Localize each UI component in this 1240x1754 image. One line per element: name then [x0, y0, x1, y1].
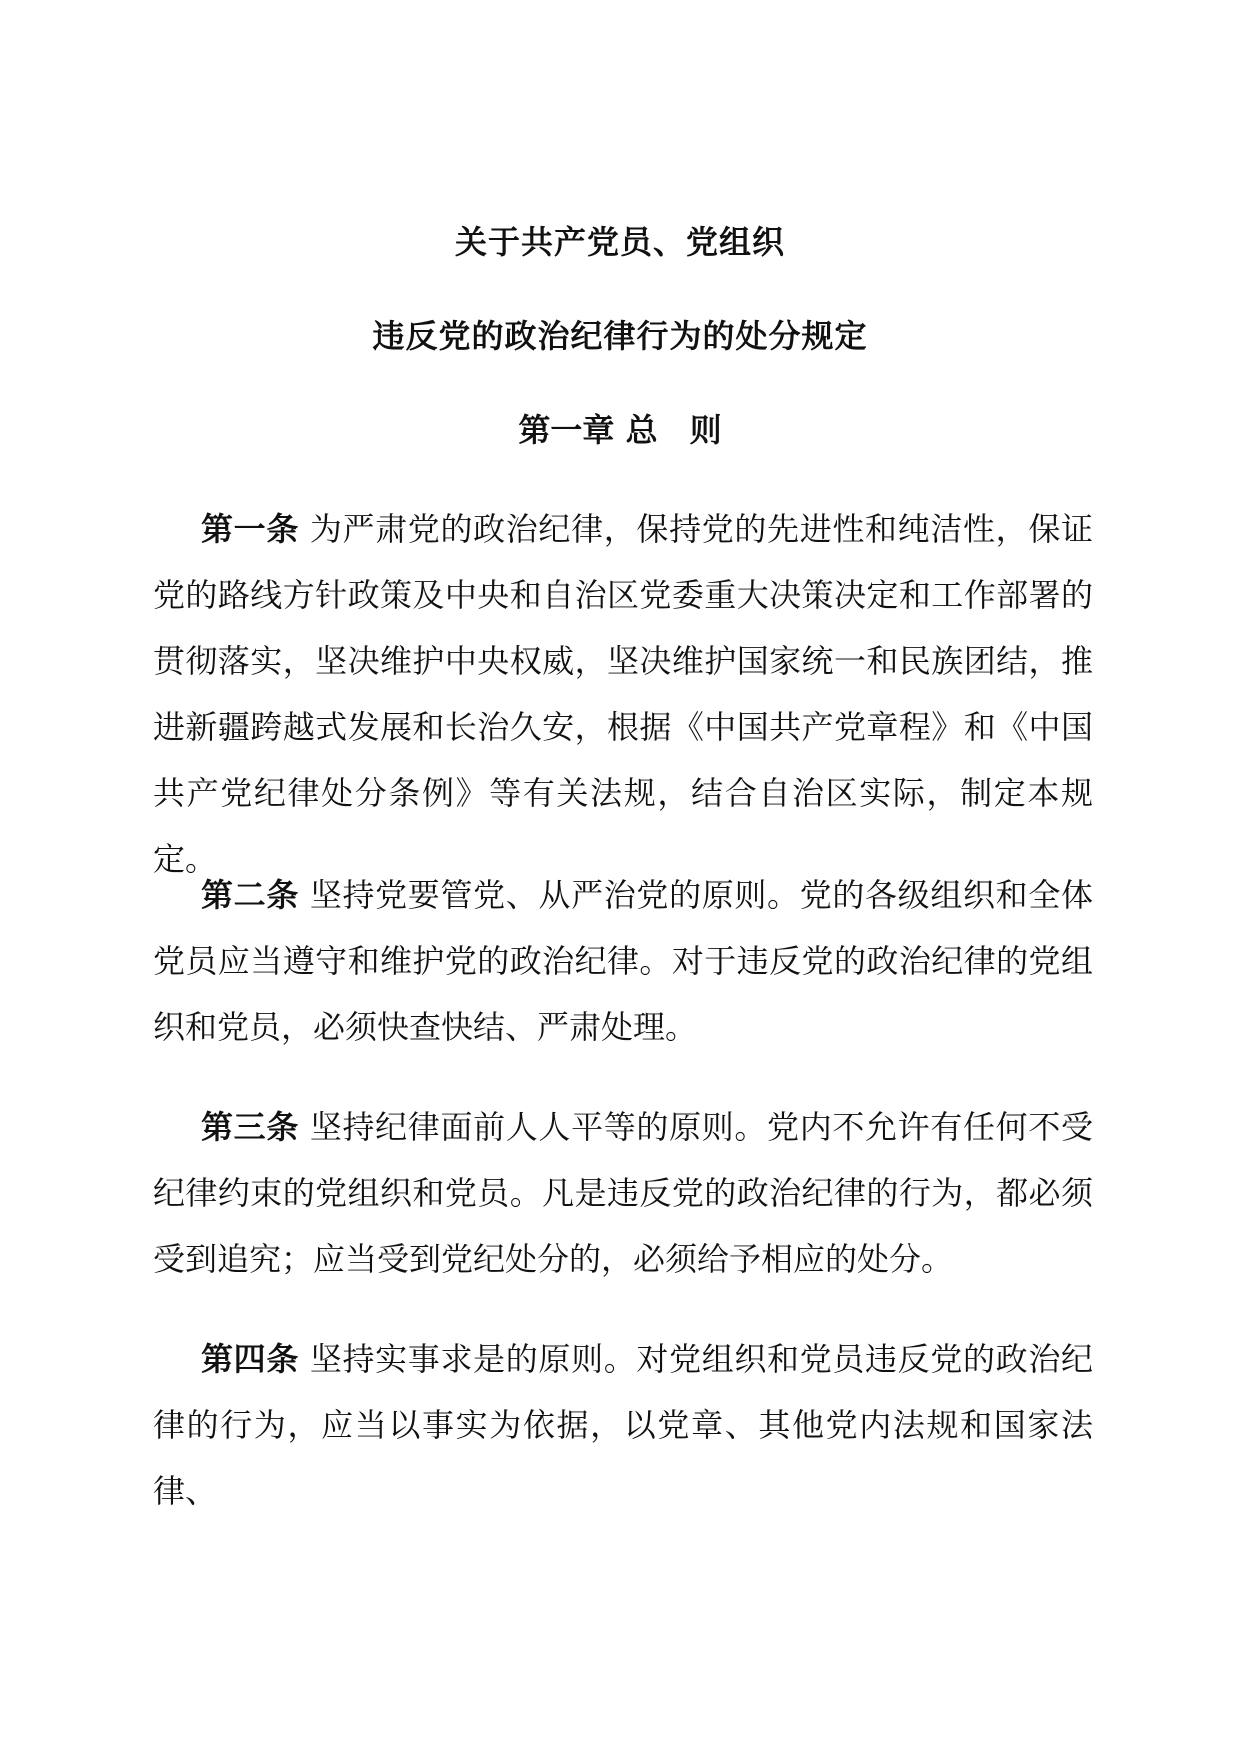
- article-2-label: 第二条: [201, 876, 299, 914]
- article-4-label: 第四条: [201, 1340, 299, 1378]
- article-2: [153, 862, 1093, 1060]
- article-1: [153, 496, 1093, 892]
- article-3-label: 第三条: [201, 1108, 299, 1146]
- article-3: [153, 1094, 1093, 1292]
- article-4: [153, 1326, 1093, 1524]
- article-2-text: 坚持党要管党、从严治党的原则。党的各级组织和全体党员应当遵守和维护党的政治纪律。对于违反党的政治纪律的党组织和党员，必须快查快结、严肃处理。: [153, 876, 1093, 1046]
- document-title-line-2: 违反党的政治纪律行为的处分规定: [372, 317, 868, 355]
- article-1-label: 第一条: [201, 510, 299, 548]
- chapter-heading: 第一章 总 则: [518, 411, 722, 449]
- article-1-text: 为严肃党的政治纪律，保持党的先进性和纯洁性，保证党的路线方针政策及中央和自治区党委重大决策决定和工作部署的贯彻落实，坚决维护中央权威，坚决维护国家统一和民族团结，推进新疆跨越式发展和长治久安，根据《中国共产党章程》和《中国共产党纪律处分条例》等有关法规，结合自治区实际，制定本规定。: [153, 510, 1093, 878]
- document-title-line-1: 关于共产党员、党组织: [454, 223, 785, 261]
- article-4-text: 坚持实事求是的原则。对党组织和党员违反党的政治纪律的行为，应当以事实为依据，以党章、其他党内法规和国家法律、: [153, 1340, 1093, 1510]
- article-3-text: 坚持纪律面前人人平等的原则。党内不允许有任何不受纪律约束的党组织和党员。凡是违反党的政治纪律的行为，都必须受到追究；应当受到党纪处分的，必须给予相应的处分。: [153, 1108, 1093, 1278]
